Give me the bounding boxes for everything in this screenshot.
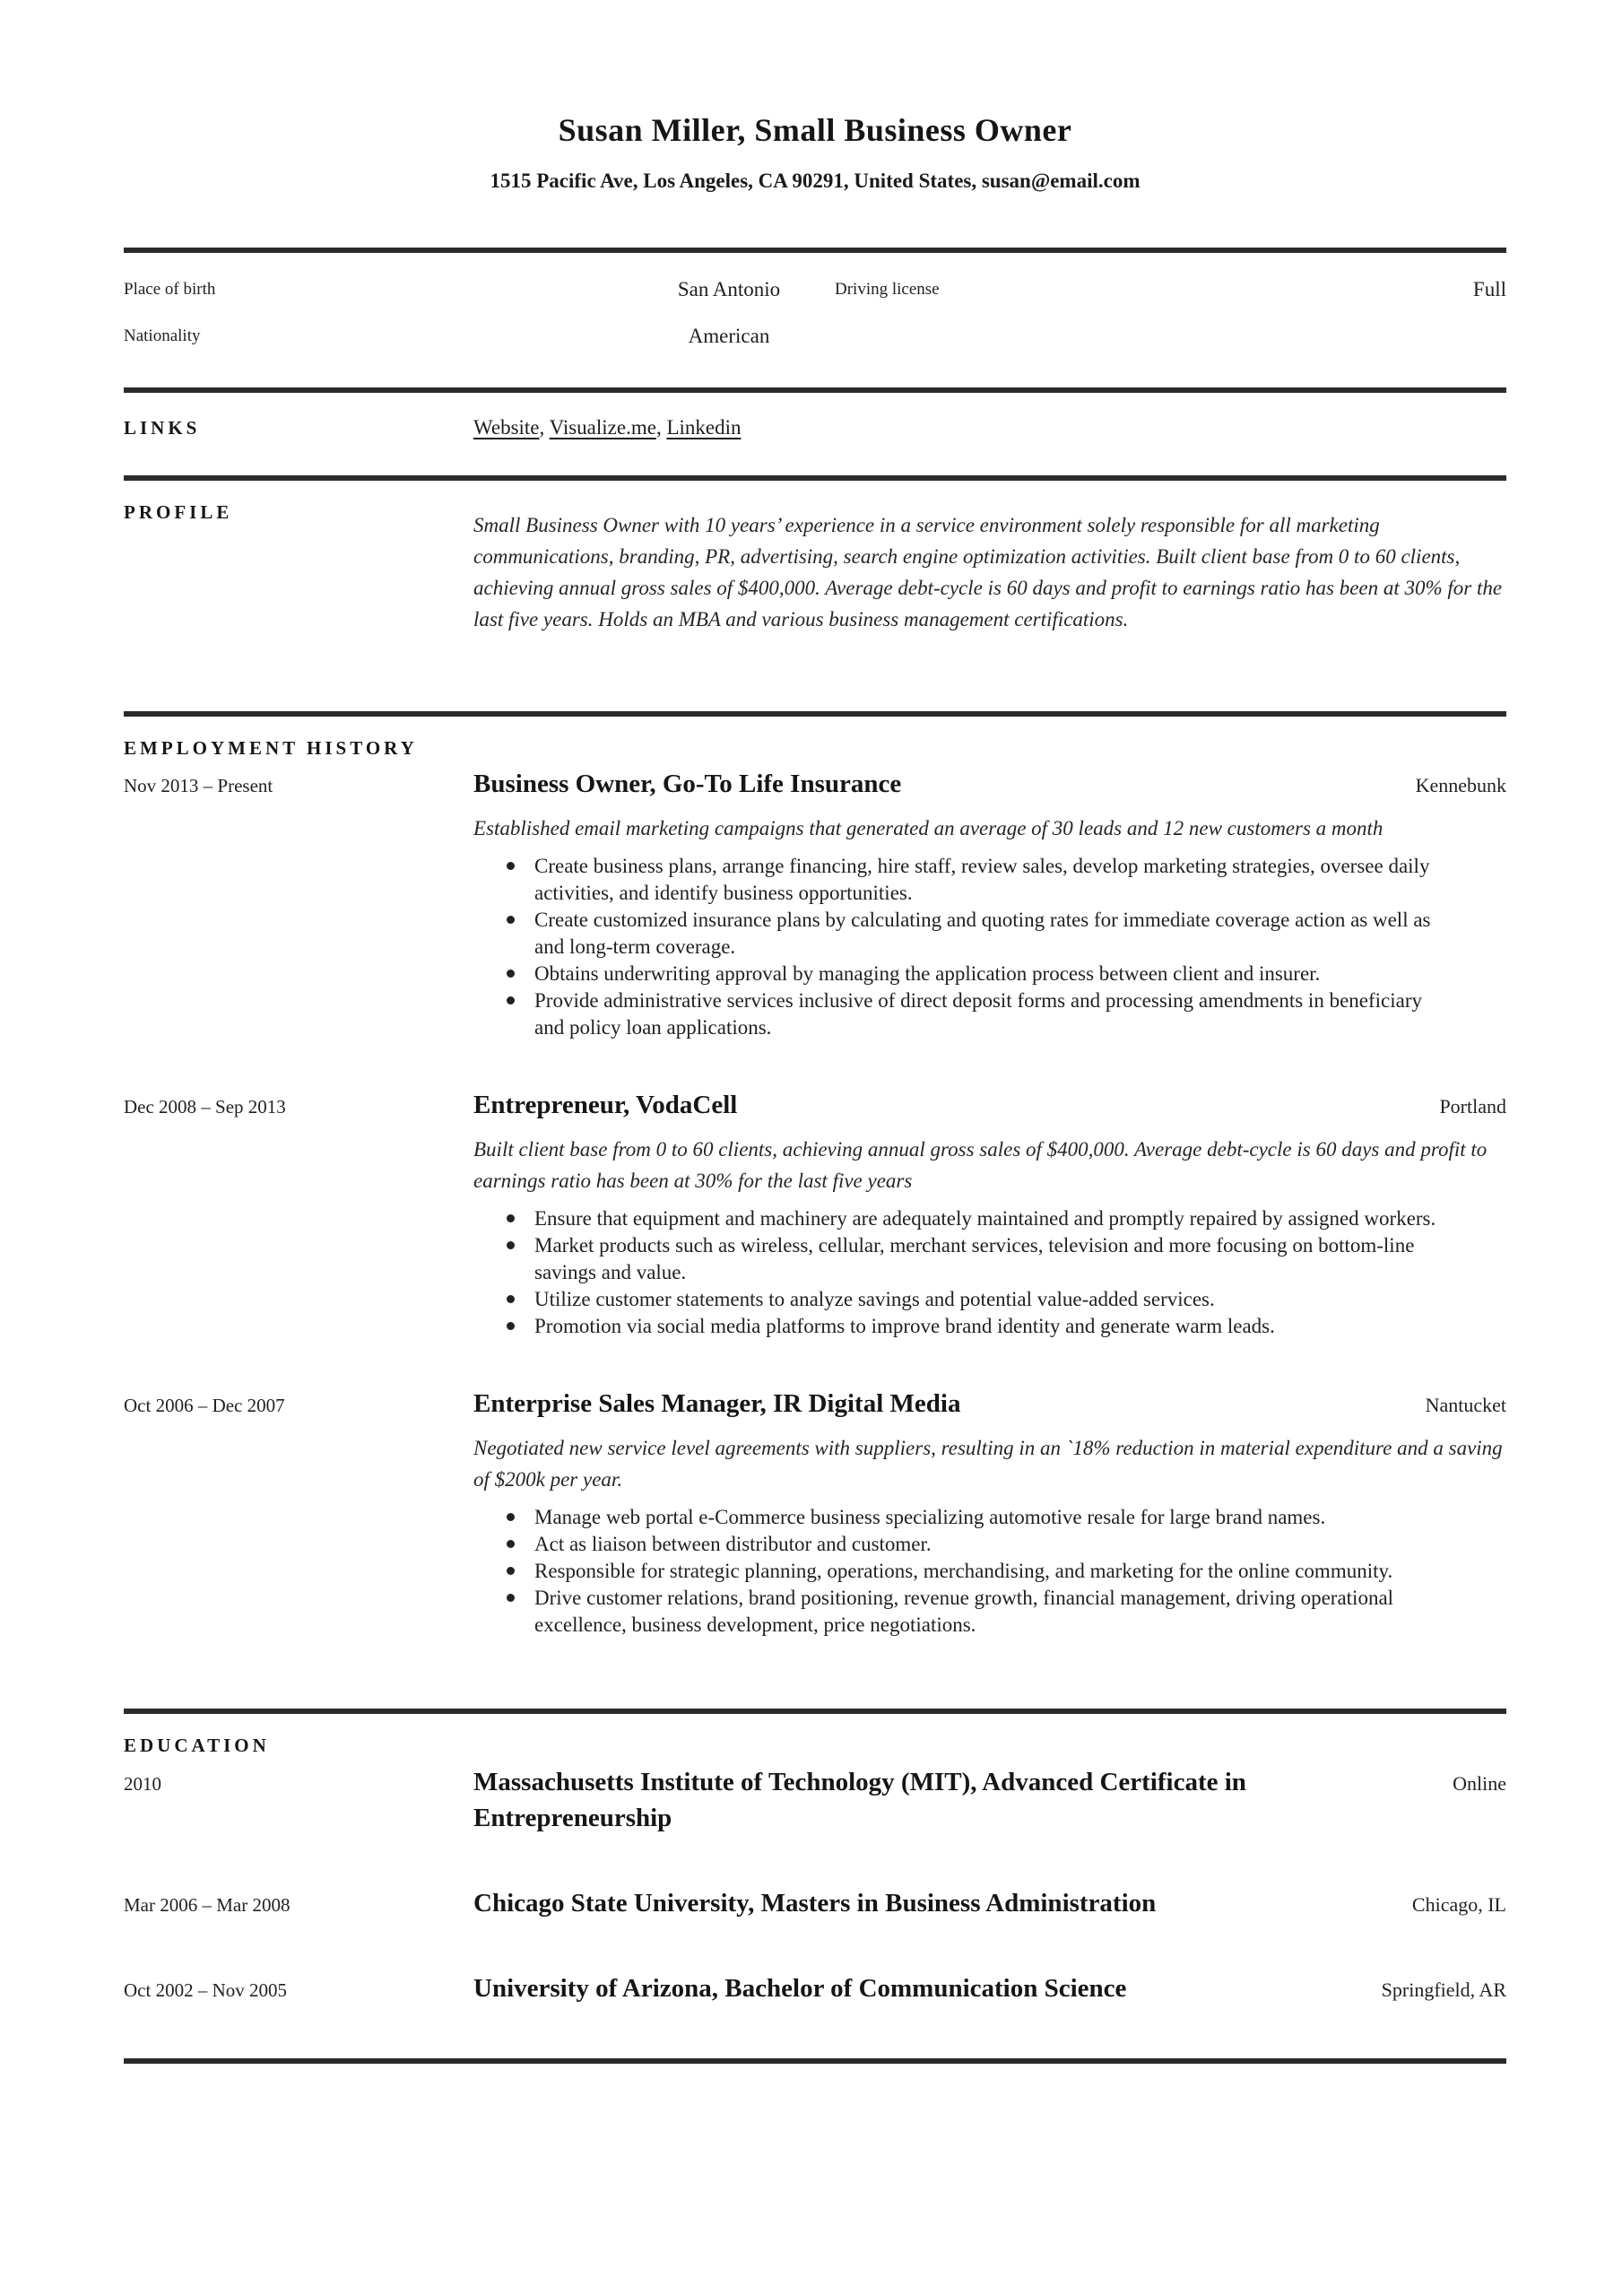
education-title: University of Arizona, Bachelor of Communication Science [473, 1974, 1127, 2003]
divider-rule [124, 711, 1506, 717]
education-entry [124, 1764, 1506, 1836]
education-content [473, 1885, 1506, 1921]
job-entry [124, 1088, 1506, 1340]
education-entry [124, 1885, 1506, 1921]
driving-license-value: Full [1472, 278, 1506, 300]
bullet-item: Create customized insurance plans by calculating and quoting rates for immediate coverage action as well as and long-term coverage. [473, 907, 1506, 961]
education-title-row [473, 1764, 1506, 1836]
job-content [473, 767, 1506, 1041]
link-separator: , [539, 416, 550, 439]
job-bullet-list [473, 853, 1506, 1041]
bullet-item: Ensure that equipment and machinery are adequately maintained and promptly repaired by assigned workers. [473, 1205, 1506, 1232]
job-title: Enterprise Sales Manager, IR Digital Media [473, 1389, 961, 1418]
bullet-item: Obtains underwriting approval by managing the application process between client and insurer. [473, 961, 1506, 987]
education-content [473, 1970, 1506, 2006]
job-bullet-list [473, 1205, 1506, 1340]
profile-section [124, 481, 1506, 711]
education-title: Chicago State University, Masters in Business Administration [473, 1889, 1157, 1918]
education-heading: EDUCATION [124, 1735, 270, 1756]
education-dates: 2010 [124, 1773, 161, 1795]
education-section [124, 1734, 1506, 2058]
details-row [124, 276, 1506, 303]
place-of-birth-value: San Antonio [677, 278, 781, 300]
bullet-item: Provide administrative services inclusive of direct deposit forms and processing amendments in beneficiary and policy loan applications. [473, 987, 1506, 1041]
job-location: Kennebunk [1415, 774, 1506, 796]
job-entry [124, 1387, 1506, 1639]
links-line [473, 414, 1506, 441]
contact-line: 1515 Pacific Ave, Los Angeles, CA 90291, United States, susan@email.com [490, 170, 1141, 192]
job-dates: Nov 2013 – Present [124, 775, 273, 796]
divider-rule [124, 1709, 1506, 1714]
education-dates: Mar 2006 – Mar 2008 [124, 1894, 291, 1916]
website-link[interactable]: Website [473, 416, 540, 439]
job-content [473, 1088, 1506, 1340]
linkedin-link[interactable]: Linkedin [666, 416, 742, 439]
bullet-item: Act as liaison between distributor and customer. [473, 1531, 1506, 1558]
profile-text: Small Business Owner with 10 years’ experience in a service environment solely responsible for all marketing communications, branding, PR, advertising, search engine optimization activities. Built client base from 0 to 60 clients, achieving annual gross sales of $400,000. Average debt-cycle is 60 days and profit to earnings ratio has been at 30% for the last five years. Holds an MBA and various business management certifications. [473, 514, 1503, 631]
visualizeme-link[interactable]: Visualize.me [549, 416, 656, 439]
job-summary: Established email marketing campaigns that generated an average of 30 leads and 12 new customers a month [473, 817, 1383, 839]
bullet-item: Promotion via social media platforms to improve brand identity and generate warm leads. [473, 1313, 1506, 1340]
job-title-row [473, 1088, 1506, 1122]
job-location: Nantucket [1425, 1394, 1506, 1416]
details-section [124, 253, 1506, 387]
job-dates: Dec 2008 – Sep 2013 [124, 1096, 286, 1118]
job-title: Entrepreneur, VodaCell [473, 1091, 738, 1119]
bullet-item: Drive customer relations, brand positioning, revenue growth, financial management, driving operational excellence, business development, price negotiations. [473, 1585, 1506, 1639]
divider-rule [124, 2058, 1506, 2064]
job-dates: Oct 2006 – Dec 2007 [124, 1395, 285, 1416]
nationality-label: Nationality [124, 326, 201, 345]
job-summary: Built client base from 0 to 60 clients, achieving annual gross sales of $400,000. Average debt-cycle is 60 days and profit to earnings ratio has been at 30% for the last five years [473, 1138, 1488, 1192]
link-separator: , [655, 416, 667, 439]
bullet-item: Manage web portal e-Commerce business specializing automotive resale for large brand names. [473, 1504, 1506, 1531]
job-summary: Negotiated new service level agreements with suppliers, resulting in an `18% reduction in material expenditure and a saving of $200k per year. [473, 1437, 1503, 1491]
job-location: Portland [1439, 1095, 1506, 1118]
education-entry [124, 1970, 1506, 2006]
profile-heading: PROFILE [124, 501, 233, 523]
education-dates: Oct 2002 – Nov 2005 [124, 1979, 287, 2001]
job-title: Business Owner, Go-To Life Insurance [473, 770, 902, 798]
education-title: Massachusetts Institute of Technology (MIT), Advanced Certificate in Entrepreneurship [473, 1768, 1246, 1832]
education-content [473, 1764, 1506, 1836]
employment-section [124, 736, 1506, 1709]
education-location: Springfield, AR [1381, 1979, 1506, 2001]
education-title-row [473, 1885, 1506, 1921]
bullet-item: Market products such as wireless, cellular, merchant services, television and more focusing on bottom-line savings and value. [473, 1232, 1506, 1286]
education-title-row [473, 1970, 1506, 2006]
bullet-item: Responsible for strategic planning, operations, merchandising, and marketing for the online community. [473, 1558, 1506, 1585]
links-heading: LINKS [124, 417, 201, 439]
job-title-row [473, 1387, 1506, 1421]
education-location: Chicago, IL [1411, 1893, 1506, 1916]
details-row [124, 323, 1506, 350]
driving-license-label: Driving license [835, 280, 940, 299]
job-entry [124, 767, 1506, 1041]
nationality-value: American [688, 325, 770, 347]
links-section [124, 393, 1506, 475]
job-title-row [473, 767, 1506, 801]
resume-header [124, 0, 1506, 194]
bullet-item: Utilize customer statements to analyze savings and potential value-added services. [473, 1286, 1506, 1313]
job-bullet-list [473, 1504, 1506, 1639]
place-of-birth-label: Place of birth [124, 280, 216, 299]
job-content [473, 1387, 1506, 1639]
employment-heading: EMPLOYMENT HISTORY [124, 737, 418, 759]
education-location: Online [1453, 1772, 1506, 1795]
bullet-item: Create business plans, arrange financing, hire staff, review sales, develop marketing strategies, oversee daily activities, and identify business opportunities. [473, 853, 1506, 907]
resume-name: Susan Miller, Small Business Owner [558, 112, 1072, 148]
